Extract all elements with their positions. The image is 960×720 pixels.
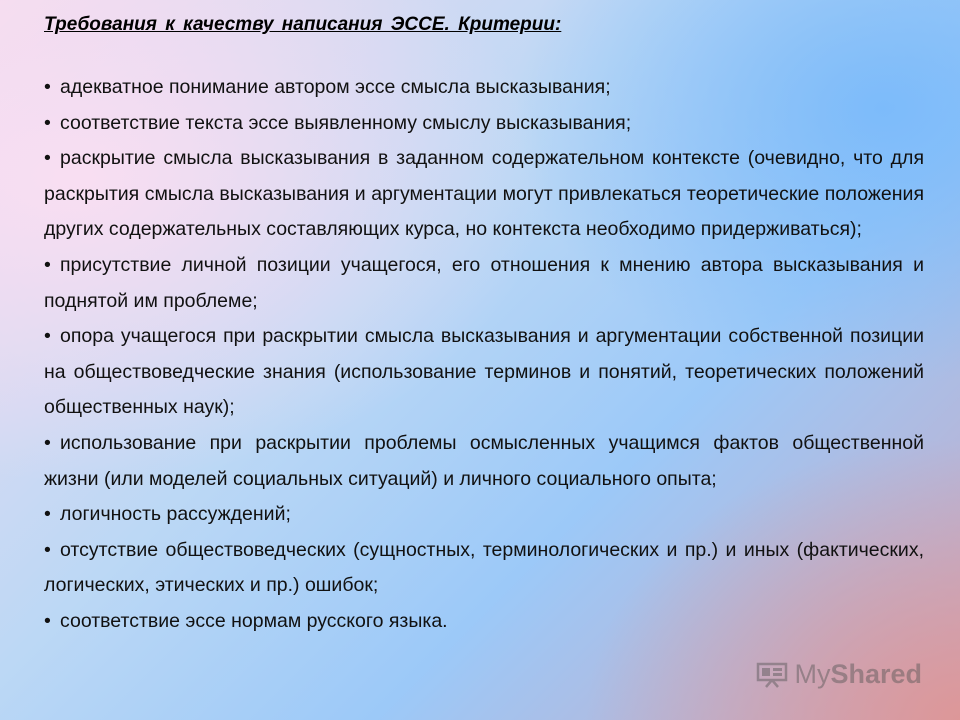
- list-item-text: соответствие текста эссе выявленному смыслу высказывания;: [60, 111, 632, 134]
- bullet: •: [44, 503, 51, 526]
- list-item: [44, 533, 924, 604]
- list-item: [44, 497, 924, 533]
- bullet: •: [44, 431, 51, 454]
- list-item: [44, 106, 924, 142]
- watermark-my: My: [794, 659, 831, 689]
- bullet: •: [44, 538, 51, 561]
- list-item: [44, 248, 924, 319]
- bullet: •: [44, 111, 51, 134]
- list-item: [44, 604, 924, 640]
- watermark-shared: Shared: [830, 659, 922, 689]
- list-item-text: раскрытие смысла высказывания в заданном содержательном контексте (очевидно, что для раскрытия смысла высказывания и аргументации могут привлекаться теоретические положения других содержательных составляющих курса, но контекста необходимо придерживаться);: [44, 147, 924, 241]
- bullet: •: [44, 325, 51, 348]
- list-item: [44, 426, 924, 497]
- presentation-board-icon: [756, 662, 788, 688]
- list-item-text: присутствие личной позиции учащегося, его отношения к мнению автора высказывания и поднятой им проблеме;: [44, 253, 924, 312]
- list-item-text: адекватное понимание автором эссе смысла высказывания;: [60, 76, 611, 98]
- bullet: •: [44, 76, 51, 98]
- list-item-text: логичность рассуждений;: [60, 503, 291, 526]
- bullet: •: [44, 253, 51, 276]
- criteria-list: [44, 70, 924, 640]
- watermark-text: [794, 659, 922, 690]
- list-item: [44, 319, 924, 426]
- bullet: •: [44, 147, 51, 170]
- slide-title: Требования к качеству написания ЭССЕ. Критерии:: [44, 14, 562, 35]
- list-item-text: использование при раскрытии проблемы осмысленных учащимся фактов общественной жизни (или моделей социальных ситуаций) и личного социального опыта;: [44, 431, 924, 490]
- myshared-watermark: [756, 659, 922, 690]
- list-item: [44, 70, 924, 106]
- bullet: •: [44, 609, 51, 632]
- list-item-text: опора учащегося при раскрытии смысла высказывания и аргументации собственной позиции на обществоведческие знания (использование терминов и понятий, теоретических положений общественных наук);: [44, 325, 924, 419]
- list-item-text: отсутствие обществоведческих (сущностных, терминологических и пр.) и иных (фактических, логических, этических и пр.) ошибок;: [44, 538, 924, 597]
- list-item: [44, 141, 924, 248]
- slide-content: [44, 8, 924, 640]
- list-item-text: соответствие эссе нормам русского языка.: [60, 609, 448, 632]
